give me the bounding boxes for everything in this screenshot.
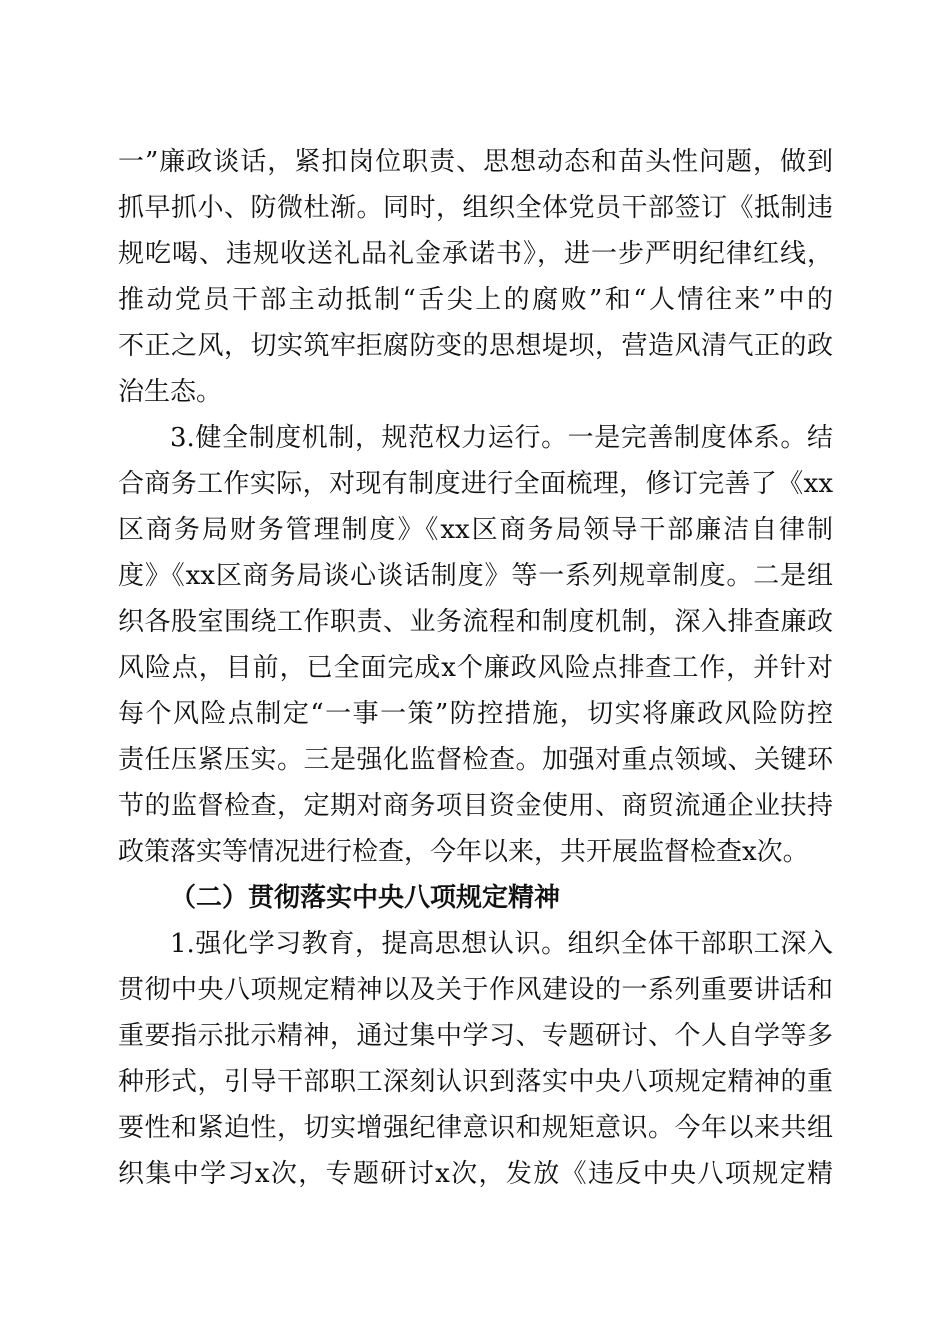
- body-text-line: 度》《xx区商务局谈心谈话制度》等一系列规章制度。二是组: [118, 561, 833, 591]
- section-item-1-first-line: 1.强化学习教育，提高思想认识。组织全体干部职工深入: [170, 929, 833, 959]
- body-text-line: 种形式，引导干部职工深刻认识到落实中央八项规定精神的重: [118, 1067, 833, 1097]
- body-text-line: 规吃喝、违规收送礼品礼金承诺书》，进一步严明纪律红线，: [118, 239, 833, 269]
- body-text-line: 治生态。: [118, 377, 223, 407]
- body-text-line: 合商务工作实际，对现有制度进行全面梳理，修订完善了《xx: [118, 469, 833, 499]
- body-text-line: 风险点，目前，已全面完成x个廉政风险点排查工作，并针对: [118, 653, 833, 683]
- body-text-line: 责任压紧压实。三是强化监督检查。加强对重点领域、关键环: [118, 745, 833, 775]
- body-text-line: 要性和紧迫性，切实增强纪律意识和规矩意识。今年以来共组: [118, 1113, 833, 1143]
- section-item-3-first-line: 3.健全制度机制，规范权力运行。一是完善制度体系。结: [170, 423, 833, 453]
- body-text-line: 每个风险点制定“一事一策”防控措施，切实将廉政风险防控: [118, 699, 833, 729]
- body-text-line: 一”廉政谈话，紧扣岗位职责、思想动态和苗头性问题，做到: [118, 147, 833, 177]
- body-text-line: 重要指示批示精神，通过集中学习、专题研讨、个人自学等多: [118, 1021, 833, 1051]
- body-text-line: 政策落实等情况进行检查，今年以来，共开展监督检查x次。: [118, 837, 809, 867]
- body-text-line: 区商务局财务管理制度》《xx区商务局领导干部廉洁自律制: [118, 515, 833, 545]
- body-text-line: 贯彻中央八项规定精神以及关于作风建设的一系列重要讲话和: [118, 975, 833, 1005]
- body-text-line: 织各股室围绕工作职责、业务流程和制度机制，深入排查廉政: [118, 607, 833, 637]
- body-text-line: 推动党员干部主动抵制“舌尖上的腐败”和“人情往来”中的: [118, 285, 833, 315]
- body-text-line: 不正之风，切实筑牢拒腐防变的思想堤坝，营造风清气正的政: [118, 331, 833, 361]
- section-heading: （二）贯彻落实中央八项规定精神: [170, 883, 561, 913]
- body-text-line: 节的监督检查，定期对商务项目资金使用、商贸流通企业扶持: [118, 791, 833, 821]
- body-text-line: 织集中学习x次，专题研讨x次，发放《违反中央八项规定精: [118, 1159, 833, 1189]
- body-text-line: 抓早抓小、防微杜渐。同时，组织全体党员干部签订《抵制违: [118, 193, 833, 223]
